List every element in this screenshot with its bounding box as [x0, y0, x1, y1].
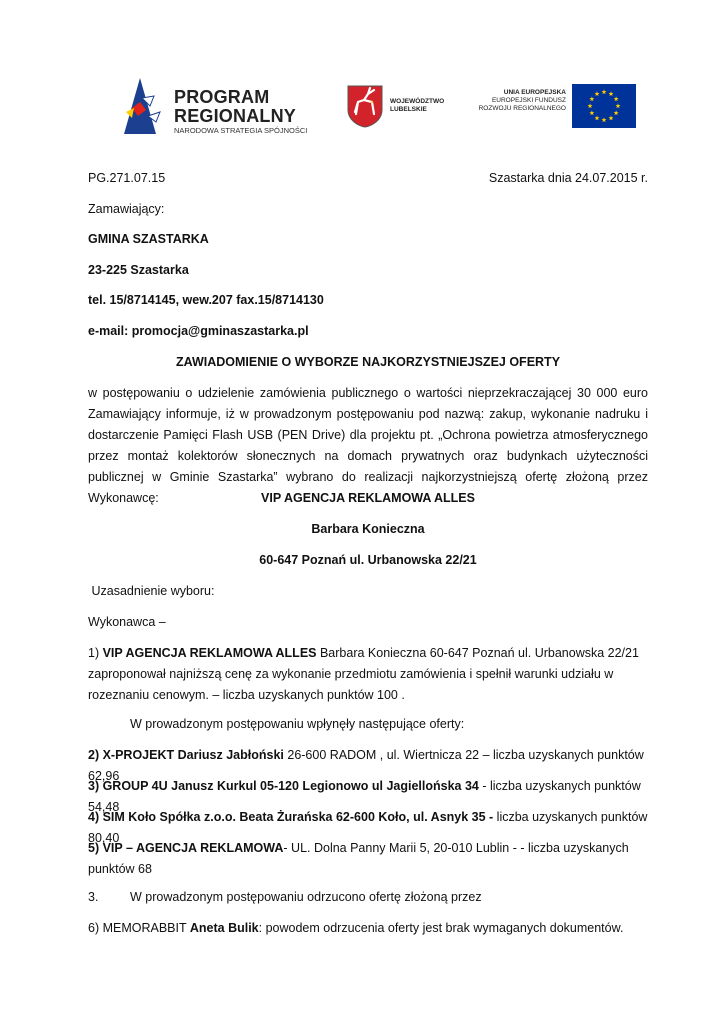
lubelskie-coat-of-arms-icon [346, 84, 384, 128]
offer-2-name: 2) X-PROJEKT Dariusz Jabłoński [88, 748, 284, 762]
rejected-heading-number: 3. [88, 890, 99, 904]
offer-2-details: 26-600 RADOM , ul. Wiertnicza 22 – liczba uzyskanych punktów 62,96 [88, 748, 644, 783]
offer-5-details: - UL. Dolna Panny Marii 5, 20-010 Lublin - - liczba uzyskanych punktów 68 [88, 841, 629, 876]
document-title: ZAWIADOMIENIE O WYBORZE NAJKORZYSTNIEJSZEJ OFERTY [175, 355, 561, 369]
eu-flag-icon [572, 84, 636, 128]
offer-1 [88, 643, 648, 706]
rejected-offer-person: Aneta Bulik [189, 921, 259, 935]
contractor-label: Wykonawca – [88, 615, 166, 629]
employer-phone: tel. 15/8714145, wew.207 fax.15/8714130 [88, 293, 324, 307]
reference-number: PG.271.07.15 [88, 171, 166, 185]
rejected-heading-text: W prowadzonym postępowaniu odrzucono ofertę złożoną przez [130, 890, 482, 904]
eu-line1: UNIA EUROPEJSKA [503, 89, 566, 96]
rejected-heading [88, 887, 648, 908]
eu-line3: ROZWOJU REGIONALNEGO [478, 105, 566, 112]
offer-1-details: Barbara Konieczna 60-647 Poznań ul. Urbanowska 22/21 zaproponował najniższą cenę za wykonanie przedmiotu zamówienia i spełnił warunki udziału w rozeznaniu cenowym. – liczba uzyskanych punktów 100 . [88, 646, 639, 702]
eu-logo [474, 84, 640, 128]
offer-5 [88, 838, 648, 880]
program-title: PROGRAM [174, 87, 270, 107]
offer-3-name: 3) GROUP 4U Janusz Kurkul 05-120 Legionowo ul Jagiellońska 34 [88, 779, 479, 793]
justification-label: Uzasadnienie wyboru: [88, 584, 215, 598]
offer-4-name: 4) SIM Koło Spółka z.o.o. Beata Żurańska 62-600 Koło, ul. Asnyk 35 - [88, 810, 494, 824]
rejected-offer-reason: : powodem odrzucenia oferty jest brak wymaganych dokumentów. [258, 921, 624, 935]
offer-5-name: 5) VIP – AGENCJA REKLAMOWA [88, 841, 284, 855]
program-regionalny-emblem-icon [120, 72, 170, 138]
lubelskie-line1: WOJEWÓDZTWO [390, 98, 445, 105]
winner-company: VIP AGENCJA REKLAMOWA ALLES [261, 491, 475, 505]
employer-label: Zamawiający: [88, 202, 165, 216]
employer-email: e-mail: promocja@gminaszastarka.pl [88, 324, 309, 338]
offer-4-details: liczba uzyskanych punktów 80,40 [88, 810, 648, 845]
regionalny-title: REGIONALNY [174, 106, 297, 126]
lubelskie-logo [346, 84, 456, 130]
logo-bar [120, 70, 640, 140]
employer-name: GMINA SZASTARKA [88, 232, 209, 246]
winner-address: 60-647 Poznań ul. Urbanowska 22/21 [259, 553, 477, 567]
lubelskie-line2: LUBELSKIE [390, 106, 427, 113]
rejected-offer-prefix: 6) MEMORABBIT [88, 921, 190, 935]
rejected-offer [88, 918, 648, 939]
offer-1-number: 1) [88, 646, 103, 660]
program-subtitle: NARODOWA STRATEGIA SPÓJNOŚCI [174, 126, 308, 135]
program-regionalny-logo [120, 72, 320, 138]
eu-line2: EUROPEJSKI FUNDUSZ [491, 97, 566, 104]
intro-paragraph: w postępowaniu o udzielenie zamówienia publicznego o wartości nieprzekraczającej 30 000 euro Zamawiający informuje, iż w prowadzonym postępowaniu pod nazwą: zakup, wykonanie nadruku i dostarczenie Pamięci Flash USB (PEN Drive) dla projektu pt. „Ochrona powietrza atmosferycznego przez montaż kolektorów słonecznych na domach prywatnych oraz budynkach użyteczności publicznej w Gminie Szastarka” wybrano do realizacji najkorzystniejszą ofertę złożoną przez Wykonawcę: [88, 386, 648, 505]
header-row [88, 168, 648, 189]
offer-1-name: VIP AGENCJA REKLAMOWA ALLES [102, 646, 317, 660]
offers-intro: W prowadzonym postępowaniu wpłynęły następujące oferty: [130, 717, 465, 731]
offer-3-details: - liczba uzyskanych punktów 54,48 [88, 779, 641, 814]
winner-person: Barbara Konieczna [311, 522, 425, 536]
employer-address: 23-225 Szastarka [88, 263, 189, 277]
place-and-date: Szastarka dnia 24.07.2015 r. [488, 171, 648, 185]
